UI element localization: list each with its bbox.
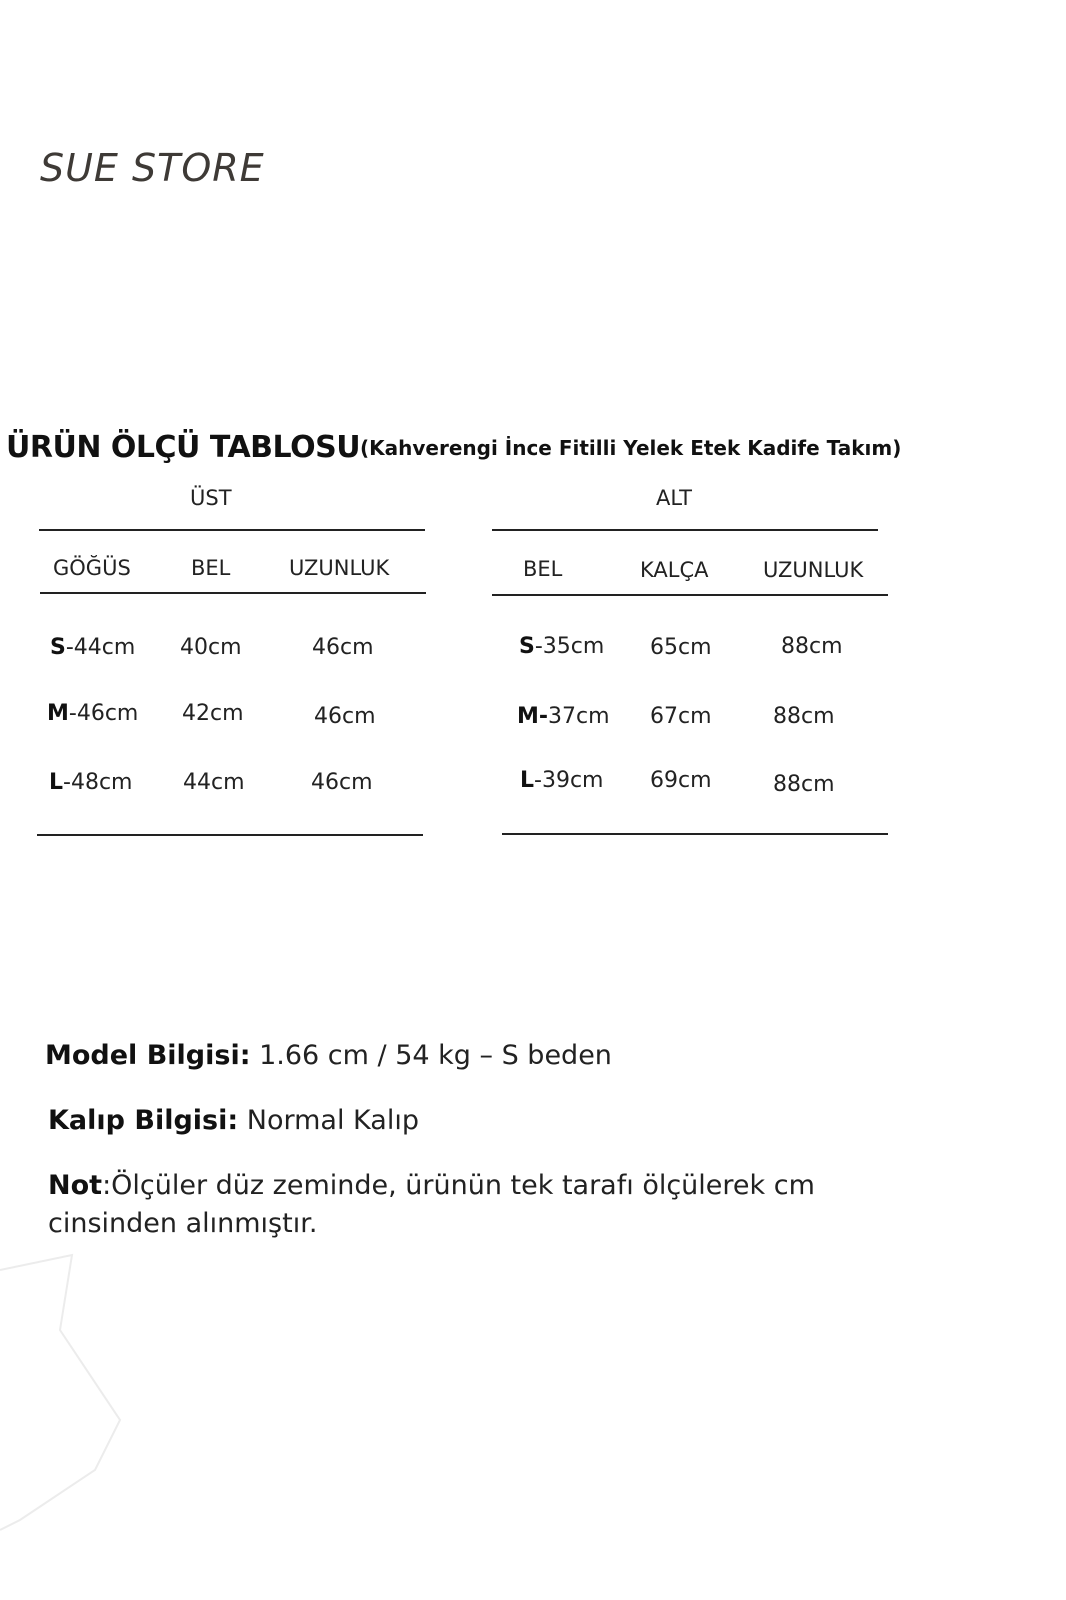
table-row: L-48cm <box>49 770 133 795</box>
brand-logo: SUE STORE <box>40 146 265 190</box>
lower-header-waist: BEL <box>523 557 563 581</box>
upper-cell: 42cm <box>182 701 244 726</box>
upper-bottom-rule <box>37 834 423 836</box>
note-line-1: Not:Ölçüler düz zeminde, ürünün tek tarafı ölçülerek cm <box>48 1170 815 1201</box>
page-subtitle: (Kahverengi İnce Fitilli Yelek Etek Kadife Takım) <box>360 436 902 460</box>
upper-group-label: ÜST <box>190 486 232 510</box>
table-row: L-39cm <box>520 768 604 793</box>
lower-cell: 88cm <box>781 634 843 659</box>
lower-header-length: UZUNLUK <box>763 558 864 582</box>
lower-cell: 88cm <box>773 772 835 797</box>
table-row: S-44cm <box>50 635 136 660</box>
lower-group-label: ALT <box>656 486 693 510</box>
note-line-2: cinsinden alınmıştır. <box>48 1208 318 1239</box>
upper-header-chest: GÖĞÜS <box>53 556 131 580</box>
lower-cell: 69cm <box>650 768 712 793</box>
lower-header-rule <box>492 594 888 596</box>
lower-cell: 65cm <box>650 635 712 660</box>
upper-cell: 46cm <box>311 770 373 795</box>
table-row: M-37cm <box>517 704 610 729</box>
upper-top-rule <box>39 529 425 531</box>
table-row: M-46cm <box>47 701 139 726</box>
upper-cell: 46cm <box>314 704 376 729</box>
upper-header-length: UZUNLUK <box>289 556 390 580</box>
lower-top-rule <box>492 529 878 531</box>
lower-bottom-rule <box>502 833 888 835</box>
lower-cell: 88cm <box>773 704 835 729</box>
upper-cell: 44cm <box>183 770 245 795</box>
upper-cell: 40cm <box>180 635 242 660</box>
lower-header-hip: KALÇA <box>640 558 709 582</box>
upper-cell: 46cm <box>312 635 374 660</box>
table-row: S-35cm <box>519 634 605 659</box>
upper-header-rule <box>40 592 426 594</box>
model-info: Model Bilgisi: 1.66 cm / 54 kg – S beden <box>45 1040 612 1071</box>
page-title: ÜRÜN ÖLÇÜ TABLOSU <box>6 430 361 465</box>
upper-header-waist: BEL <box>191 556 231 580</box>
lower-cell: 67cm <box>650 704 712 729</box>
fit-info: Kalıp Bilgisi: Normal Kalıp <box>48 1105 419 1136</box>
